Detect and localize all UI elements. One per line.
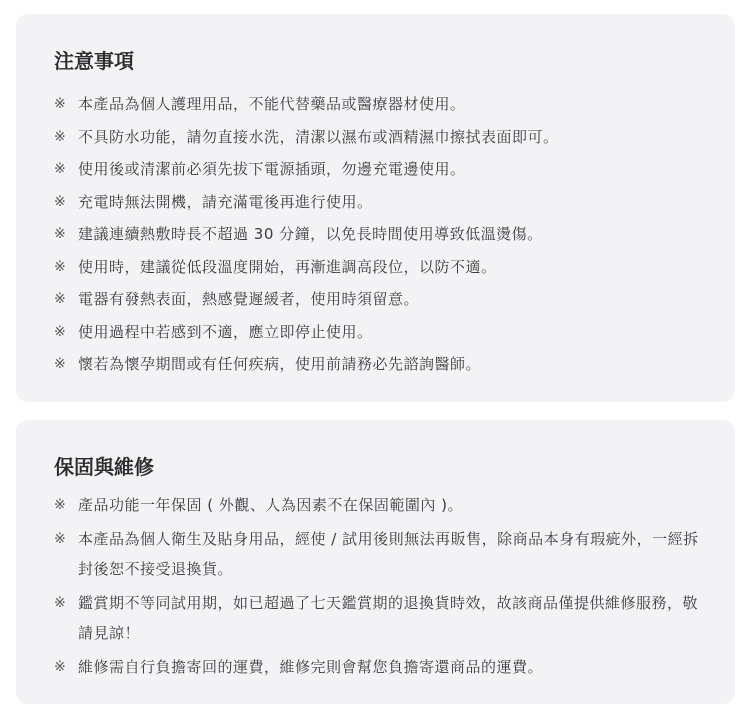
warranty-list [54, 490, 705, 686]
reference-mark-icon: ※ [54, 531, 67, 547]
list-item [54, 490, 705, 520]
list-item [54, 348, 705, 381]
list-item-text: 懷若為懷孕期間或有任何疾病，使用前請務必先諮詢醫師。 [78, 355, 482, 373]
list-item-text: 本產品為個人衛生及貼身用品，經使 / 試用後則無法再販售，除商品本身有瑕疵外，一經拆封後恕不接受退換貨。 [78, 530, 699, 578]
list-item-text: 本產品為個人護理用品，不能代替藥品或醫療器材使用。 [78, 95, 466, 113]
list-item-text: 鑑賞期不等同試用期，如已超過了七天鑑賞期的退換貨時效，故該商品僅提供維修服務，敬請見諒！ [78, 594, 699, 642]
list-item [54, 88, 705, 121]
reference-mark-icon: ※ [54, 356, 67, 372]
notes-list [54, 88, 705, 381]
reference-mark-icon: ※ [54, 128, 67, 145]
reference-mark-icon: ※ [54, 226, 67, 242]
list-item [54, 652, 705, 682]
list-item [54, 524, 705, 584]
reference-mark-icon: ※ [54, 193, 67, 210]
reference-mark-icon: ※ [54, 258, 67, 275]
reference-mark-icon: ※ [54, 323, 67, 340]
list-item [54, 121, 705, 154]
reference-mark-icon: ※ [54, 497, 67, 513]
reference-mark-icon: ※ [54, 291, 67, 307]
list-item-text: 建議連續熱敷時長不超過 30 分鐘，以免長時間使用導致低溫燙傷。 [78, 225, 543, 243]
notes-title: 注意事項 [54, 49, 134, 73]
list-item-text: 使用後或清潔前必須先拔下電源插頭，勿邊充電邊使用。 [78, 160, 466, 178]
list-item [54, 153, 705, 186]
reference-mark-icon: ※ [54, 96, 67, 112]
list-item-text: 電器有發熱表面，熱感覺遲緩者，使用時須留意。 [78, 290, 420, 308]
list-item [54, 316, 705, 349]
list-item-text: 使用過程中若感到不適，應立即停止使用。 [78, 322, 373, 341]
list-item [54, 283, 705, 316]
list-item-text: 使用時，建議從低段溫度開始，再漸進調高段位，以防不適。 [78, 257, 497, 276]
notes-card [16, 14, 735, 402]
list-item-text: 產品功能一年保固 ( 外觀、人為因素不在保固範圍內 )。 [78, 496, 464, 514]
list-item [54, 186, 705, 219]
list-item [54, 251, 705, 284]
warranty-card [16, 420, 735, 704]
list-item [54, 588, 705, 648]
list-item [54, 218, 705, 251]
reference-mark-icon: ※ [54, 659, 67, 675]
reference-mark-icon: ※ [54, 161, 67, 177]
warranty-title: 保固與維修 [54, 455, 154, 479]
list-item-text: 維修需自行負擔寄回的運費，維修完則會幫您負擔寄還商品的運費。 [78, 658, 544, 676]
list-item-text: 不具防水功能，請勿直接水洗，清潔以濕布或酒精濕巾擦拭表面即可。 [78, 127, 559, 146]
reference-mark-icon: ※ [54, 595, 67, 611]
list-item-text: 充電時無法開機，請充滿電後再進行使用。 [78, 192, 373, 211]
